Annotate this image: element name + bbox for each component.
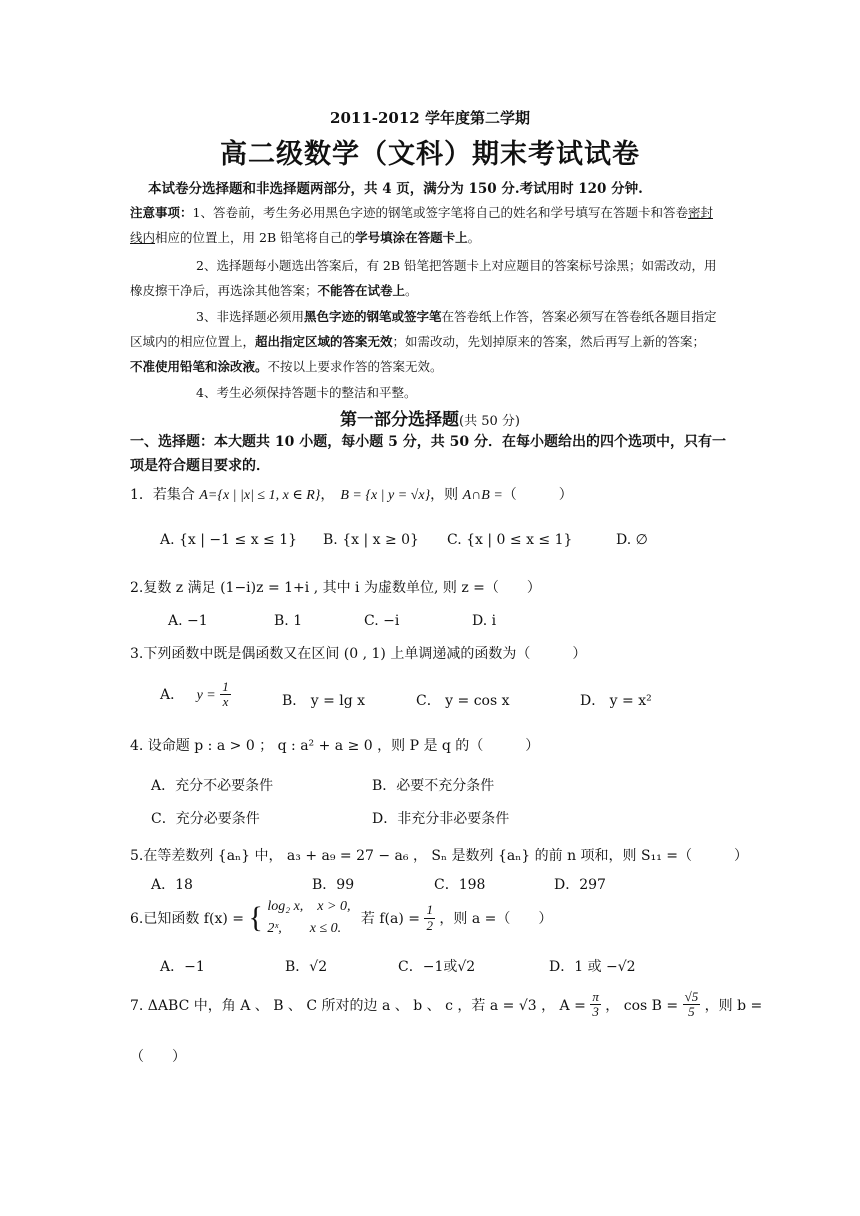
q3-stem-text: 3.下列函数中既是偶函数又在区间 (0 , 1) 上单调递减的函数为 <box>130 646 517 662</box>
note-3-text-d: ；如需改动，先划掉原来的答案，然后再写上新的答案； <box>392 334 706 349</box>
q2-option-b: B. 1 <box>274 613 303 629</box>
note-3-text-a: 3、非选择题必须用 <box>196 309 304 324</box>
q7-b-den: 5 <box>688 1004 695 1020</box>
q6-piecewise <box>267 896 350 940</box>
q6-option-a: A．−1 <box>160 959 205 975</box>
q3-option-a <box>160 680 231 710</box>
q1-ask: A∩B = <box>462 488 503 503</box>
exam-title: 高二级数学（文科）期末考试试卷 <box>220 139 640 170</box>
note-3-bold-1: 黑色字迹的钢笔或签字笔 <box>303 309 442 324</box>
q6-piece-2: 2ˣ, x ≤ 0. <box>267 921 342 936</box>
q7-stem-a: 7. ΔABC 中，角 A 、 B 、 C 所对的边 a 、 b 、 c ，若 a = √3 ， A = <box>130 997 586 1014</box>
q5-paren: （ ） <box>678 848 748 864</box>
note-3-line-3 <box>130 354 443 379</box>
note-2-end: 。 <box>405 283 418 298</box>
q1-option-b: B. {x | x ≥ 0} <box>323 532 419 548</box>
q2-option-d: D. i <box>472 613 497 629</box>
q5-option-b: B．99 <box>312 877 355 893</box>
q1-paren: （ ） <box>502 487 573 503</box>
note-1-text-a: 1、答卷前，考生务必用黑色字迹的钢笔或签字笔将自己的姓名和学号填写在答题卡和答卷 <box>192 205 688 220</box>
q3-option-b: B． y = lg x <box>282 693 366 709</box>
note-3-text-e: 不按以上要求作答的答案无效。 <box>267 359 443 374</box>
q7-a-num: π <box>592 989 599 1004</box>
note-2-bold: 不能答在试卷上 <box>317 283 406 298</box>
q6-stem-c: ，则 a = <box>439 911 497 927</box>
q1-stem-b: ，则 <box>430 487 463 503</box>
note-3-bold-3: 不准使用铅笔和涂改液。 <box>130 359 268 374</box>
note-3-bold-2: 超出指定区域的答案无效 <box>255 334 393 349</box>
note-1-underline-1: 密封 <box>687 205 713 220</box>
notes-label: 注意事项： <box>130 205 193 220</box>
q6-brace: { <box>248 901 263 934</box>
q5-option-a: A．18 <box>151 877 193 893</box>
q6-frac-den: 2 <box>426 917 433 933</box>
q6-paren: （ ） <box>496 911 553 927</box>
q1-option-c: C. {x | 0 ≤ x ≤ 1} <box>447 532 573 548</box>
q5-stem-text: 5.在等差数列 {aₙ} 中， a₃ + a₉ = 27 − a₆ ， Sₙ 是数列 {aₙ} 的前 n 项和，则 S₁₁ = <box>130 848 678 864</box>
exam-intro: 本试卷分选择题和非选择题两部分，共 4 页，满分为 150 分.考试用时 120 分钟. <box>148 181 643 197</box>
exam-year-line: 2011-2012 学年度第二学期 <box>330 109 530 127</box>
q6-stem-a: 6.已知函数 f(x) = <box>130 911 244 927</box>
q3-option-a-lhs: y = <box>196 687 216 703</box>
q1-set-b: B = {x | y = √x} <box>340 488 431 503</box>
note-2-line-1: 2、选择题每小题选出答案后，有 2B 铅笔把答题卡上对应题目的答案标号涂黑；如需改动，用 <box>196 258 717 273</box>
q2-option-a: A. −1 <box>168 613 208 629</box>
q3-option-a-fraction <box>220 680 231 710</box>
note-3-line-1 <box>196 304 717 329</box>
q1-stem-a: 1．若集合 <box>130 487 200 503</box>
q2-paren: （ ） <box>484 580 541 596</box>
q6-fraction <box>424 903 435 933</box>
q3-option-d: D． y = x² <box>580 693 652 709</box>
q4-option-b: B．必要不充分条件 <box>372 778 495 794</box>
q6-option-d: D．1 或 −√2 <box>549 959 636 975</box>
note-3-line-2 <box>130 329 705 354</box>
note-2-line-2 <box>130 278 418 303</box>
q3-frac-num: 1 <box>222 679 229 694</box>
question-6-stem <box>130 896 552 940</box>
q7-stem-c: ，则 b = <box>704 997 763 1014</box>
note-3-text-c: 区域内的相应位置上， <box>130 334 256 349</box>
q4-stem-text: 4. 设命题 p : a > 0 ； q : a² + a ≥ 0 ，则 P 是 q 的 <box>130 738 470 754</box>
q7-paren: （ ） <box>130 1049 186 1065</box>
q7-stem-b: ， cos B = <box>605 997 679 1014</box>
note-2-text-b: 橡皮擦干净后，再选涂其他答案； <box>130 283 318 298</box>
q4-option-c: C．充分必要条件 <box>151 811 260 827</box>
section-1-instruction: 一、选择题：本大题共 10 小题，每小题 5 分，共 50 分．在每小题给出的四个选项中，只有一项是符合题目要求的． <box>130 434 726 474</box>
question-4-stem <box>130 735 539 755</box>
q3-option-c: C． y = cos x <box>416 693 510 709</box>
q6-frac-num: 1 <box>426 902 433 918</box>
q3-option-a-letter: A． <box>160 686 185 703</box>
q6-stem-b: 若 f(a) = <box>360 911 420 927</box>
note-1-line-1 <box>130 200 713 225</box>
q2-stem-text: 2.复数 z 满足 (1−i)z = 1+i , 其中 i 为虚数单位, 则 z = <box>130 580 485 596</box>
question-1-stem: 1．若集合 A={x | |x| ≤ 1, x ∈ R}， B = {x | y = √x}，则 A∩B =（ ） <box>130 487 573 503</box>
q1-option-a: A. {x | −1 ≤ x ≤ 1} <box>160 532 298 548</box>
q4-option-a: A．充分不必要条件 <box>151 778 274 794</box>
note-1-text-b: 相应的位置上，用 2B 铅笔将自己的 <box>155 230 356 245</box>
note-1-line-2 <box>130 225 480 250</box>
q4-option-d: D．非充分非必要条件 <box>372 811 510 827</box>
question-7-stem <box>130 990 762 1020</box>
q1-option-d: D. ∅ <box>616 532 648 548</box>
q7-a-den: 3 <box>592 1004 599 1020</box>
q5-option-c: C．198 <box>434 877 486 893</box>
note-1-end: 。 <box>467 230 481 245</box>
q3-paren: （ ） <box>516 646 587 662</box>
section-1-title <box>0 405 860 430</box>
q6-option-b: B．√2 <box>285 959 328 975</box>
question-2-stem <box>130 577 541 597</box>
question-5-stem <box>130 845 748 865</box>
note-1-underline-2: 线内 <box>130 230 156 245</box>
note-1-bold: 学号填涂在答题卡上 <box>355 230 468 245</box>
section-1-score: (共 50 分) <box>459 414 520 429</box>
q6-piece-1: log₂ x, x > 0, <box>267 899 351 914</box>
q7-fraction-a <box>590 990 601 1020</box>
note-3-text-b: 在答卷纸上作答，答案必须写在答卷纸各题目指定 <box>441 309 717 324</box>
q7-b-num: √5 <box>684 989 699 1004</box>
q7-fraction-cosb <box>683 990 701 1020</box>
q1-set-a: A={x | |x| ≤ 1, x ∈ R} <box>199 488 321 503</box>
q4-paren: （ ） <box>469 738 540 754</box>
q6-option-c: C．−1或√2 <box>398 959 476 975</box>
q2-option-c: C. −i <box>364 613 400 629</box>
q5-option-d: D．297 <box>554 877 606 893</box>
section-1-title-text: 第一部分选择题 <box>340 410 460 430</box>
question-3-stem <box>130 643 586 663</box>
q3-frac-den: x <box>222 694 229 710</box>
note-4: 4、考生必须保持答题卡的整洁和平整。 <box>196 385 417 400</box>
